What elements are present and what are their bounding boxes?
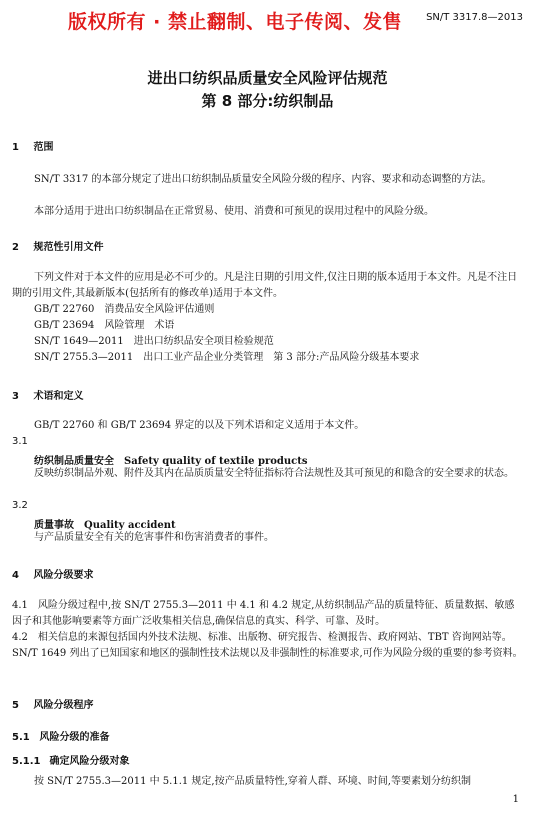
reference-item: GB/T 23694 风险管理 术语 bbox=[34, 320, 175, 331]
subsection-5-1-1-heading bbox=[12, 752, 129, 767]
watermark: 版权所有 · 禁止翻制、电子传阅、发售 bbox=[68, 11, 402, 33]
term-number: 3.1 bbox=[12, 436, 28, 447]
section-title: 术语和定义 bbox=[33, 391, 84, 402]
section-number: 1 bbox=[12, 142, 19, 153]
section-title: 风险分级程序 bbox=[33, 700, 94, 711]
section-1-paragraph-1: SN/T 3317 的本部分规定了进出口纺织制品质量安全风险分级的程序、内容、要求和动态调整的方法。 bbox=[34, 174, 492, 185]
section-title: 确定风险分级对象 bbox=[49, 756, 130, 767]
section-4-heading bbox=[12, 566, 93, 581]
section-number: 2 bbox=[12, 242, 19, 253]
term-definition: 反映纺织制品外观、附件及其内在品质质量安全特征指标符合法规性及其可预见的和隐含的安全要求的状态。 bbox=[34, 468, 514, 479]
page-number: 1 bbox=[512, 794, 519, 805]
section-number: 5.1 bbox=[12, 732, 30, 743]
section-title: 风险分级的准备 bbox=[39, 732, 110, 743]
section-3-heading bbox=[12, 387, 83, 402]
section-5-heading bbox=[12, 696, 93, 711]
term-number: 3.2 bbox=[12, 500, 28, 511]
reference-item: GB/T 22760 消费品安全风险评估通则 bbox=[34, 304, 215, 315]
section-3-paragraph: GB/T 22760 和 GB/T 23694 界定的以及下列术语和定义适用于本文件。 bbox=[34, 420, 365, 431]
section-number: 4 bbox=[12, 570, 19, 581]
section-title: 规范性引用文件 bbox=[33, 242, 104, 253]
reference-item: SN/T 2755.3—2011 出口工业产品企业分类管理 第 3 部分:产品风险分级基本要求 bbox=[34, 352, 420, 363]
section-number: 5.1.1 bbox=[12, 756, 41, 767]
section-title: 范围 bbox=[33, 142, 54, 153]
section-1-heading bbox=[12, 138, 53, 153]
section-1-paragraph-2: 本部分适用于进出口纺织制品在正常贸易、使用、消费和可预见的误用过程中的风险分级。 bbox=[34, 206, 434, 217]
subsection-5-1-heading bbox=[12, 728, 109, 743]
term-title: 质量事故 Quality accident bbox=[34, 520, 176, 531]
term-title: 纺织制品质量安全 Safety quality of textile products bbox=[34, 456, 308, 467]
section-number: 5 bbox=[12, 700, 19, 711]
clause-4-2: 4.2 相关信息的来源包括国内外技术法规、标准、出版物、研究报告、检测报告、政府网站、TBT 咨询网站等。SN/T 1649 列出了已知国家和地区的强制性技术法规以及非强制性的标准要求,可作为风险分级的重要的参考资料。 bbox=[12, 632, 523, 659]
section-title: 风险分级要求 bbox=[33, 570, 94, 581]
standard-number: SN/T 3317.8—2013 bbox=[426, 12, 523, 23]
document-title: 进出口纺织品质量安全风险评估规范 bbox=[147, 69, 388, 87]
reference-item: SN/T 1649—2011 进出口纺织品安全项目检验规范 bbox=[34, 336, 274, 347]
document-subtitle: 第 8 部分:纺织制品 bbox=[201, 92, 334, 110]
section-number: 3 bbox=[12, 391, 19, 402]
section-2-paragraph: 下列文件对于本文件的应用是必不可少的。凡是注日期的引用文件,仅注日期的版本适用于本文件。凡是不注日期的引用文件,其最新版本(包括所有的修改单)适用于本文件。 bbox=[12, 272, 518, 299]
clause-4-1: 4.1 风险分级过程中,按 SN/T 2755.3—2011 中 4.1 和 4.2 规定,从纺织制品产品的质量特征、质量数据、敏感因子和其他影响要素等方面广泛收集相关信息,确保信息的真实、科学、可靠、及时。 bbox=[12, 600, 515, 627]
clause-5-1-1-paragraph: 按 SN/T 2755.3—2011 中 5.1.1 规定,按产品质量特性,穿着人群、环境、时间,等要素划分纺织制 bbox=[34, 776, 471, 787]
term-definition: 与产品质量安全有关的危害事件和伤害消费者的事件。 bbox=[34, 532, 274, 543]
section-2-heading bbox=[12, 238, 103, 253]
